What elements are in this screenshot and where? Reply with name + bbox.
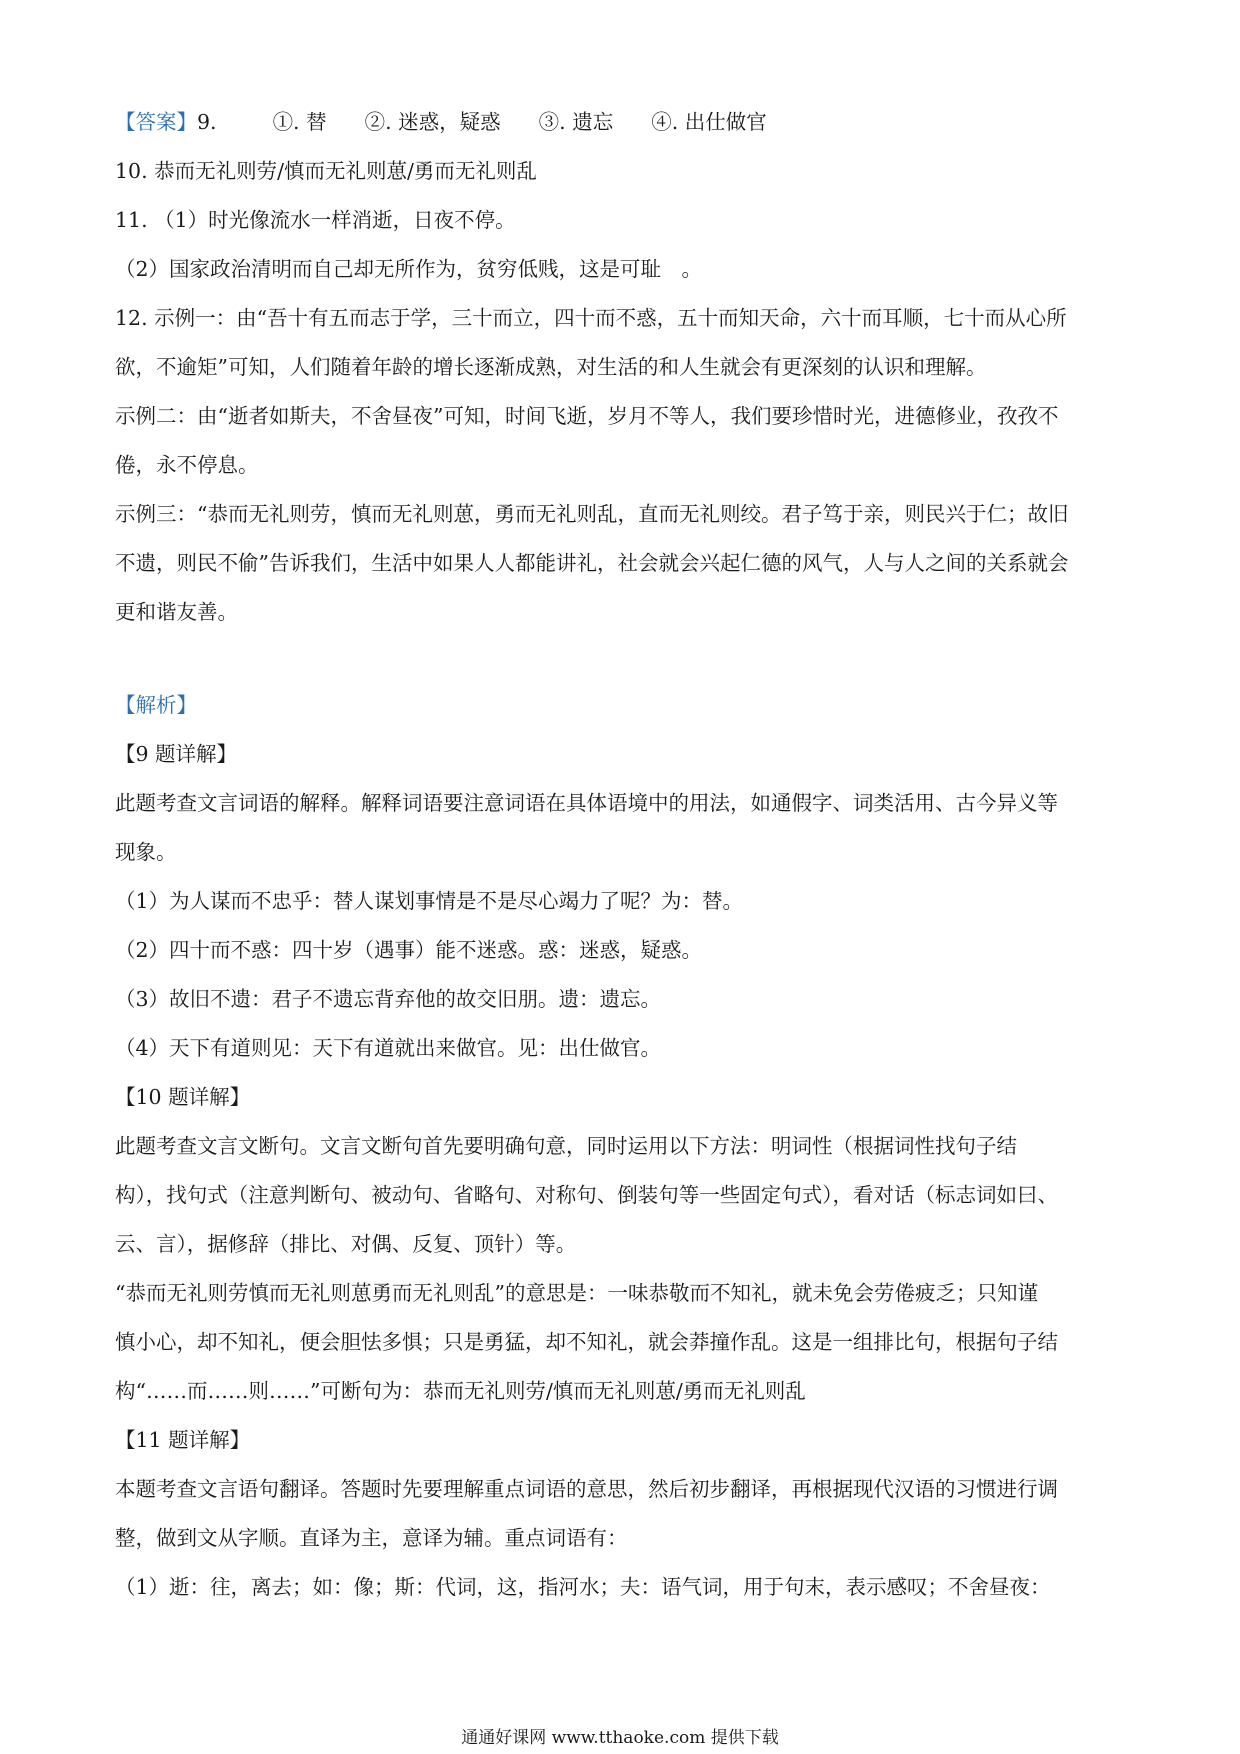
analysis-tag: 【解析】 bbox=[115, 693, 197, 717]
answer-tag: 【答案】 bbox=[115, 110, 197, 134]
analysis-line: 此题考查文言词语的解释。解释词语要注意词语在具体语境中的用法，如通假字、词类活用、古今异义等 bbox=[115, 791, 1058, 815]
analysis-line: 云、言），据修辞（排比、对偶、反复、顶针）等。 bbox=[115, 1232, 577, 1256]
q9-option-3: ③. 遗忘 bbox=[538, 110, 614, 134]
answer-q12-line: 12. 示例一：由“吾十有五而志于学，三十而立，四十而不惑，五十而知天命，六十而耳顺，七十而从心所 bbox=[115, 306, 1067, 330]
analysis-line: 本题考查文言语句翻译。答题时先要理解重点词语的意思，然后初步翻译，再根据现代汉语的习惯进行调 bbox=[115, 1477, 1058, 1501]
answer-q11-1: 11. （1）时光像流水一样消逝，日夜不停。 bbox=[115, 208, 516, 232]
page-footer: 通通好课网 www.tthaoke.com 提供下载 bbox=[461, 1728, 779, 1748]
answer-q12-line: 示例二：由“逝者如斯夫，不舍昼夜”可知，时间飞逝，岁月不等人，我们要珍惜时光，进德修业，孜孜不 bbox=[115, 404, 1059, 428]
section-gap bbox=[115, 637, 1135, 681]
q9-option-4: ④. 出仕做官 bbox=[651, 110, 767, 134]
q9-number: 9. bbox=[197, 110, 217, 134]
analysis-line: 【10 题详解】 bbox=[115, 1085, 251, 1109]
analysis-line: （4）天下有道则见：天下有道就出来做官。见：出仕做官。 bbox=[115, 1036, 662, 1060]
analysis-line: 构“……而……则……”可断句为：恭而无礼则劳/慎而无礼则葸/勇而无礼则乱 bbox=[115, 1379, 806, 1403]
analysis-line: 此题考查文言文断句。文言文断句首先要明确句意，同时运用以下方法：明词性（根据词性找句子结 bbox=[115, 1134, 1017, 1158]
answer-q11-2: （2）国家政治清明而自己却无所作为，贫穷低贱，这是可耻 。 bbox=[115, 257, 703, 281]
analysis-line: “恭而无礼则劳慎而无礼则葸勇而无礼则乱”的意思是：一味恭敬而不知礼，就未免会劳倦疲乏；只知谨 bbox=[115, 1281, 1038, 1305]
answer-q12-line: 欲，不逾矩”可知，人们随着年龄的增长逐渐成熟，对生活的和人生就会有更深刻的认识和理解。 bbox=[115, 355, 987, 379]
answer-q12-line: 不遗，则民不偷”告诉我们，生活中如果人人都能讲礼，社会就会兴起仁德的风气，人与人之间的关系就会 bbox=[115, 551, 1069, 575]
answer-q12-line: 更和谐友善。 bbox=[115, 600, 238, 624]
analysis-line: 【11 题详解】 bbox=[115, 1428, 251, 1452]
analysis-tag-line bbox=[115, 681, 1135, 730]
answer-q12-line: 倦，永不停息。 bbox=[115, 453, 259, 477]
q9-option-2: ②. 迷惑，疑惑 bbox=[364, 110, 501, 134]
analysis-line: 构），找句式（注意判断句、被动句、省略句、对称句、倒装句等一些固定句式），看对话（标志词如曰、 bbox=[115, 1183, 1058, 1207]
analysis-line: （1）为人谋而不忠乎：替人谋划事情是不是尽心竭力了呢？为：替。 bbox=[115, 889, 744, 913]
analysis-line: 现象。 bbox=[115, 840, 177, 864]
analysis-line: （1）逝：往，离去；如：像；斯：代词，这，指河水；夫：语气词，用于句末，表示感叹；不舍昼夜： bbox=[115, 1575, 1051, 1599]
q9-option-1: ①. 替 bbox=[272, 110, 327, 134]
answer-q12-line: 示例三：“恭而无礼则劳，慎而无礼则葸，勇而无礼则乱，直而无礼则绞。君子笃于亲，则民兴于仁；故旧 bbox=[115, 502, 1069, 526]
answer-q10: 10. 恭而无礼则劳/慎而无礼则葸/勇而无礼则乱 bbox=[115, 159, 537, 183]
analysis-line: （3）故旧不遗：君子不遗忘背弃他的故交旧朋。遗：遗忘。 bbox=[115, 987, 662, 1011]
answer-line-q9 bbox=[115, 98, 1135, 147]
document-page bbox=[115, 98, 1135, 1612]
analysis-line: 慎小心，却不知礼，便会胆怯多惧；只是勇猛，却不知礼，就会莽撞作乱。这是一组排比句，根据句子结 bbox=[115, 1330, 1058, 1354]
analysis-line: 【9 题详解】 bbox=[115, 742, 238, 766]
analysis-line: 整，做到文从字顺。直译为主，意译为辅。重点词语有： bbox=[115, 1526, 628, 1550]
analysis-line: （2）四十而不惑：四十岁（遇事）能不迷惑。惑：迷惑，疑惑。 bbox=[115, 938, 703, 962]
